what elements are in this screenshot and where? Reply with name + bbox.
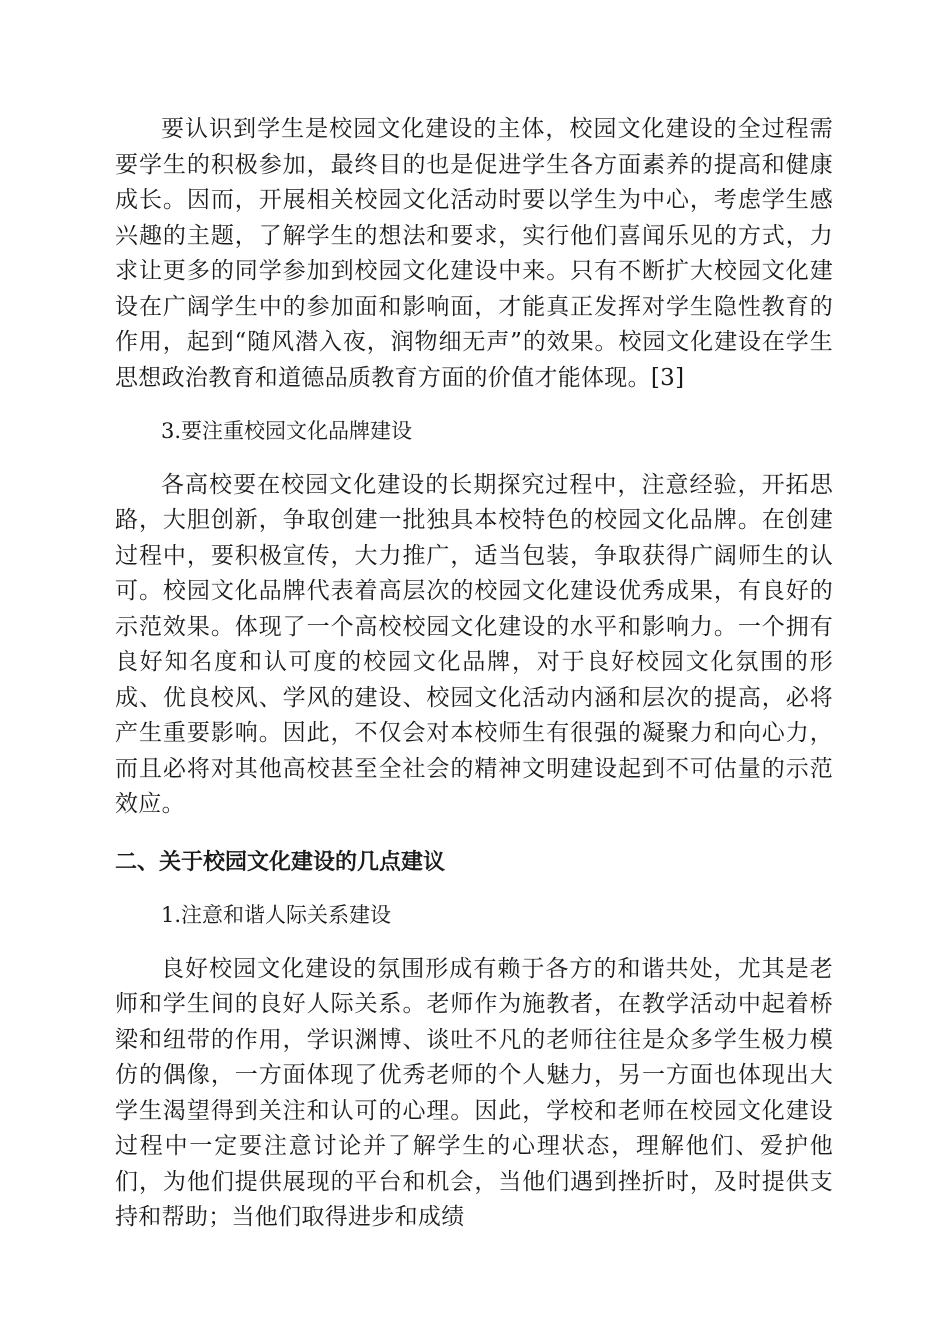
- section-heading-suggestions: 二、关于校园文化建设的几点建议: [115, 849, 446, 875]
- paragraph-brand-building: 各高校要在校园文化建设的长期探究过程中，注意经验，开拓思路，大胆创新，争取创建一批独具本校特色的校园文化品牌。在创建过程中，要积极宣传，大力推广，适当包装，争取获得广阔师生的认可。校园文化品牌代表着高层次的校园文化建设优秀成果，有良好的示范效果。体现了一个高校校园文化建设的水平和影响力。一个拥有良好知名度和认可度的校园文化品牌，对于良好校园文化氛围的形成、优良校风、学风的建设、校园文化活动内涵和层次的提高，必将产生重要影响。因此，不仅会对本校师生有很强的凝聚力和向心力，而且必将对其他高校甚至全社会的精神文明建设起到不可估量的示范效应。: [115, 471, 833, 817]
- subheading-brand-building: 3.要注重校园文化品牌建设: [161, 419, 413, 443]
- subheading-harmonious-relations: 1.注意和谐人际关系建设: [161, 903, 392, 927]
- paragraph-student-subject: 要认识到学生是校园文化建设的主体，校园文化建设的全过程需要学生的积极参加，最终目的也是促进学生各方面素养的提高和健康成长。因而，开展相关校园文化活动时要以学生为中心，考虑学生感兴趣的主题，了解学生的想法和要求，实行他们喜闻乐见的方式，力求让更多的同学参加到校园文化建设中来。只有不断扩大校园文化建设在广阔学生中的参加面和影响面，才能真正发挥对学生隐性教育的作用，起到“随风潜入夜，润物细无声”的效果。校园文化建设在学生思想政治教育和道德品质教育方面的价值才能体现。[3]: [115, 116, 833, 391]
- paragraph-harmonious-relations: 良好校园文化建设的氛围形成有赖于各方的和谐共处，尤其是老师和学生间的良好人际关系。老师作为施教者，在教学活动中起着桥梁和纽带的作用，学识渊博、谈吐不凡的老师往往是众多学生极力模仿的偶像，一方面体现了优秀老师的个人魅力，另一方面也体现出大学生渴望得到关注和认可的心理。因此，学校和老师在校园文化建设过程中一定要注意讨论并了解学生的心理状态，理解他们、爱护他们，为他们提供展现的平台和机会，当他们遇到挫折时，及时提供支持和帮助；当他们取得进步和成绩: [115, 955, 833, 1230]
- document-page: [115, 112, 833, 1236]
